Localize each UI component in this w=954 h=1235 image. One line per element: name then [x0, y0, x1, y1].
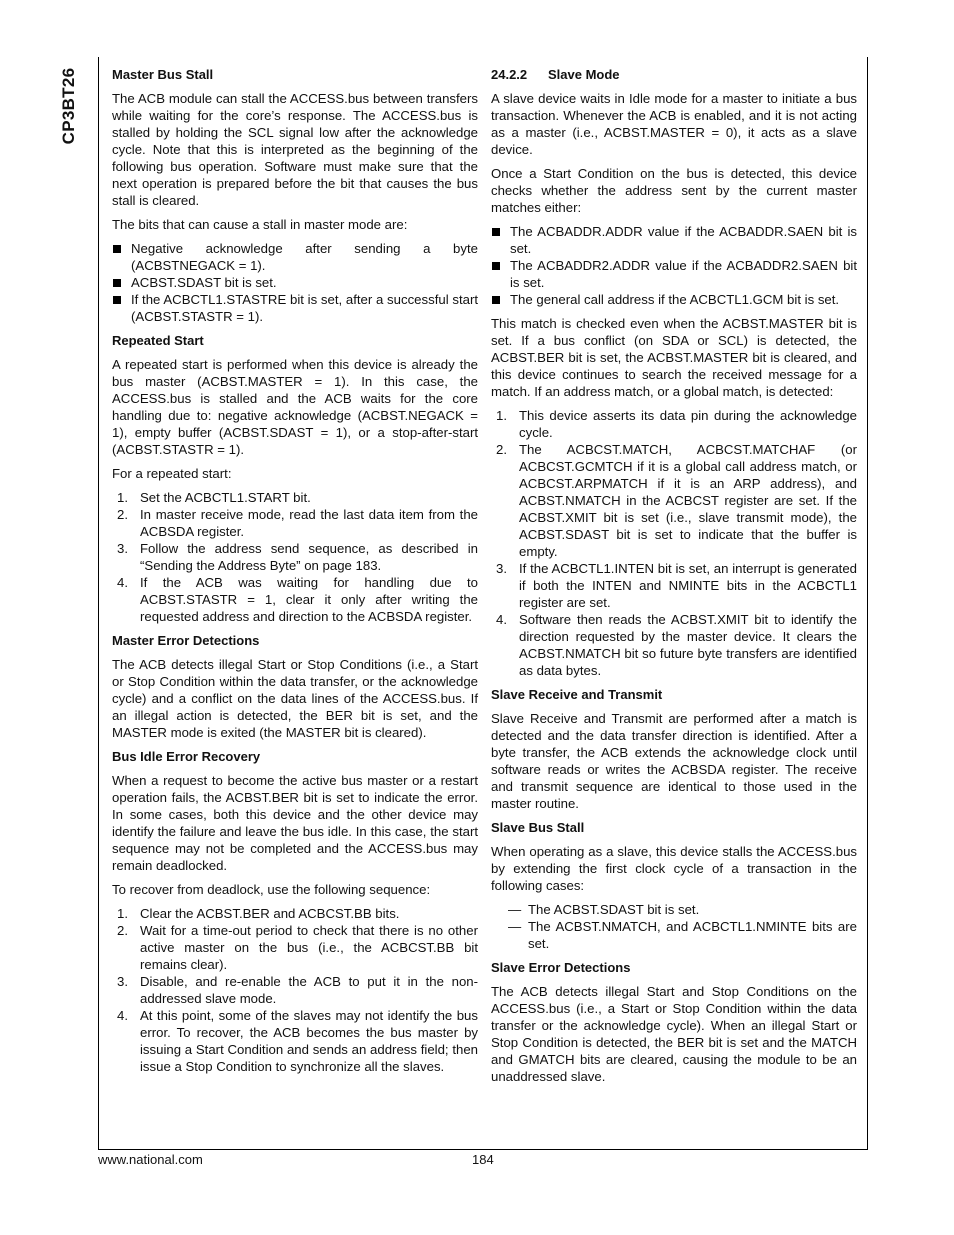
- bullet-list: [491, 223, 857, 308]
- paragraph: The ACB detects illegal Start or Stop Conditions (i.e., a Start or Stop Condition within the data transfer, or the acknowledge cycle) and a conflict on the data lines of the ACCESS.bus. If an illegal action is detected, the BER bit is set, and the MASTER mode is exited (the MASTER bit is cleared).: [112, 657, 478, 740]
- square-bullet-icon: [113, 296, 121, 304]
- list-item: 1. Set the ACBCTL1.START bit.: [117, 490, 311, 505]
- heading-slave-bus-stall: Slave Bus Stall: [491, 820, 585, 835]
- numbered-list: [112, 489, 478, 625]
- list-item: — The ACBST.NMATCH, and ACBCTL1.NMINTE bits are set.: [508, 919, 857, 951]
- paragraph: Once a Start Condition on the bus is detected, this device checks whether the address sent by the current master matches either:: [491, 166, 857, 215]
- paragraph: The bits that can cause a stall in master mode are:: [112, 217, 408, 232]
- document-side-title: CP3BT26: [59, 67, 78, 145]
- paragraph: This match is checked even when the ACBST.MASTER bit is set. If a bus conflict (on SDA or SCL) is detected, the ACBST.BER bit is set, the ACBST.MASTER bit is cleared, and this device continues to search the received message for a match. If an address match, or a global match, is detected:: [491, 316, 857, 399]
- heading-master-bus-stall: Master Bus Stall: [112, 67, 214, 82]
- list-item: The general call address if the ACBCTL1.GCM bit is set.: [491, 291, 857, 308]
- list-item: 2. Wait for a time-out period to check that there is no other active master on the bus (i.e., the ACBCST.BB bit remains clear).: [117, 923, 478, 972]
- square-bullet-icon: [492, 262, 500, 270]
- paragraph: A slave device waits in Idle mode for a master to initiate a bus transaction. Whenever the ACB is enabled, and it is not acting as a master (i.e., ACBST.MASTER = 0), it acts as a slave device.: [491, 91, 857, 157]
- list-item: 1. This device asserts its data pin during the acknowledge cycle.: [496, 408, 857, 440]
- heading-bus-idle-error-recovery: Bus Idle Error Recovery: [112, 749, 261, 764]
- bullet-list: [112, 240, 478, 325]
- list-item: — The ACBST.SDAST bit is set.: [508, 902, 700, 917]
- paragraph: Slave Receive and Transmit are performed after a match is detected and the data transfer direction is identified. After a byte transfer, the ACB extends the acknowledge clock until software reads or writes the ACBSDA register. The receive and transmit sequence are identical to those used in the master routine.: [491, 711, 857, 811]
- list-item: 4. At this point, some of the slaves may not identify the bus error. To recover, the ACB becomes the bus master by issuing a Start Condition and sends an address field; then issue a Stop Condition to synchronize all the slaves.: [117, 1008, 478, 1074]
- dash-list: [491, 901, 857, 952]
- list-item: The ACBADDR.ADDR value if the ACBADDR.SAEN bit is set.: [491, 223, 857, 257]
- left-column: [112, 66, 478, 1082]
- list-item: The ACBADDR2.ADDR value if the ACBADDR2.SAEN bit is set.: [491, 257, 857, 291]
- heading-slave-mode: 24.2.2 Slave Mode: [491, 67, 620, 82]
- list-item: ACBST.SDAST bit is set.: [112, 274, 478, 291]
- heading-slave-receive-transmit: Slave Receive and Transmit: [491, 687, 663, 702]
- list-item: Negative acknowledge after sending a byte (ACBSTNEGACK = 1).: [112, 240, 478, 274]
- list-item: 3. Disable, and re-enable the ACB to put it in the non-addressed slave mode.: [117, 974, 478, 1006]
- square-bullet-icon: [113, 279, 121, 287]
- paragraph: For a repeated start:: [112, 466, 232, 481]
- right-column: [491, 66, 857, 1092]
- paragraph: When operating as a slave, this device stalls the ACCESS.bus by extending the first clock cycle of a transaction in the following cases:: [491, 844, 857, 893]
- list-item: 3. If the ACBCTL1.INTEN bit is set, an interrupt is generated if both the INTEN and NMINTE bits in the ACBCTL1 register are set.: [496, 561, 857, 610]
- square-bullet-icon: [492, 228, 500, 236]
- square-bullet-icon: [113, 245, 121, 253]
- footer-url: www.national.com: [98, 1152, 203, 1167]
- list-item: 1. Clear the ACBST.BER and ACBCST.BB bits.: [117, 906, 400, 921]
- list-item: 4. Software then reads the ACBST.XMIT bit to identify the direction requested by the master device. It clears the ACBST.NMATCH bit so future byte transfers are identified as data bytes.: [496, 612, 857, 678]
- heading-slave-error-detections: Slave Error Detections: [491, 960, 631, 975]
- paragraph: The ACB detects illegal Start and Stop Conditions on the ACCESS.bus (i.e., a Start or Stop Condition within the data transfer or the acknowledge cycle). When an illegal Start or Stop Condition is detected, the BER bit is set and the MATCH and GMATCH bits are cleared, causing the module to be an unaddressed slave.: [491, 984, 857, 1084]
- list-item: If the ACBCTL1.STASTRE bit is set, after a successful start (ACBST.STASTR = 1).: [112, 291, 478, 325]
- numbered-list: [491, 407, 857, 679]
- heading-repeated-start: Repeated Start: [112, 333, 204, 348]
- list-item: 2. The ACBCST.MATCH, ACBCST.MATCHAF (or ACBCST.GCMTCH if it is a global call address match, or ACBCST.ARPMATCH if it is an ARP address), and ACBST.NMATCH in the ACBCST register are set. If the ACBST.XMIT bit is set (i.e., slave transmit mode), the ACBST.SDAST bit is set to indicate that the buffer is empty.: [496, 442, 857, 559]
- list-item: 4. If the ACB was waiting for handling due to ACBST.STASTR = 1, clear it only after writing the requested address and direction to the ACBSDA register.: [117, 575, 478, 624]
- list-item: 3. Follow the address send sequence, as described in “Sending the Address Byte” on page 183.: [117, 541, 478, 573]
- paragraph: A repeated start is performed when this device is already the bus master (ACBST.MASTER = 1). In this case, the ACCESS.bus is stalled and the ACB waits for the core handling due to: negative acknowledge (ACBST.NEGACK = 1), empty buffer (ACBST.SDAST = 1), or a stop-after-start (ACBST.STASTR = 1).: [112, 357, 478, 457]
- list-item: 2. In master receive mode, read the last data item from the ACBSDA register.: [117, 507, 478, 539]
- paragraph: The ACB module can stall the ACCESS.bus between transfers while waiting for the core’s response. The ACCESS.bus is stalled by holding the SCL signal low after the acknowledge cycle. Note that this is interpreted as the beginning of the following bus operation. Software must make sure that the next operation is prepared before the bit that causes the bus stall is cleared.: [112, 91, 478, 208]
- paragraph: To recover from deadlock, use the following sequence:: [112, 882, 431, 897]
- numbered-list: [112, 905, 478, 1075]
- heading-master-error-detections: Master Error Detections: [112, 633, 260, 648]
- page-number: 184: [472, 1152, 494, 1167]
- square-bullet-icon: [492, 296, 500, 304]
- paragraph: When a request to become the active bus master or a restart operation fails, the ACBST.BER bit is set to indicate the error. In some cases, both this device and the other device may identify the failure and leave the bus idle. In this case, the start sequence may not be completed and the ACCESS.bus may remain deadlocked.: [112, 773, 478, 873]
